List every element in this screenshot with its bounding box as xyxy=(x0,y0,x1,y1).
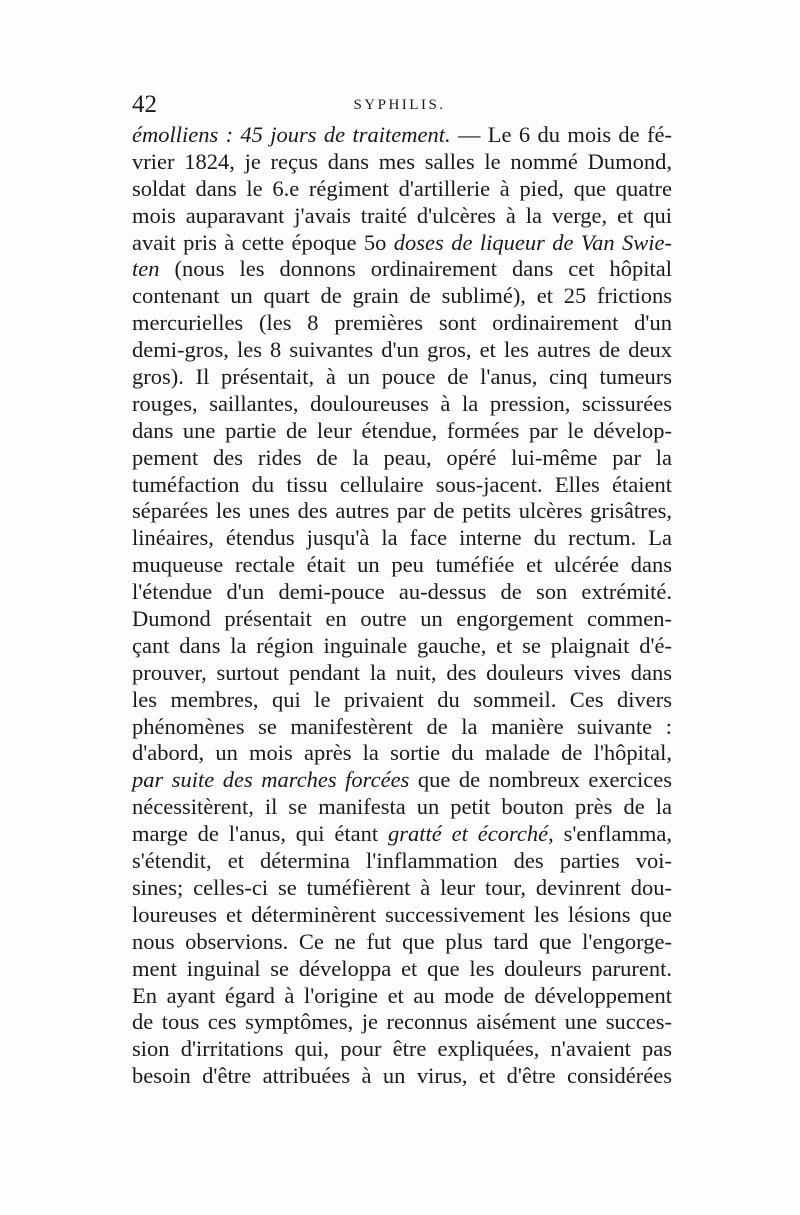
text-line xyxy=(132,149,672,176)
text-line xyxy=(132,1063,672,1090)
italic-text-segment: doses de liqueur de Van Swie- xyxy=(393,229,672,255)
text-segment: sines; celles-ci se tuméfièrent à leur tour, devinrent dou- xyxy=(132,874,672,900)
text-line xyxy=(132,525,672,552)
text-line xyxy=(132,1009,672,1036)
text-segment: linéaires, étendus jusqu'à la face interne du rectum. La xyxy=(132,525,672,551)
text-segment: — Le 6 du mois de fé- xyxy=(450,122,672,147)
text-segment: En ayant égard à l'origine et au mode de développement xyxy=(132,982,672,1008)
text-segment: çant dans la région inguinale gauche, et se plaignait d'é- xyxy=(132,632,672,658)
text-segment: nécessitèrent, il se manifesta un petit bouton près de la xyxy=(132,794,672,820)
text-segment: pement des rides de la peau, opéré lui-même par la xyxy=(132,444,672,470)
running-head xyxy=(132,90,667,120)
text-line xyxy=(132,498,672,525)
text-segment: loureuses et déterminèrent successivement les lésions que xyxy=(132,901,672,927)
text-segment: avait pris à cette époque 5o xyxy=(132,229,394,255)
text-segment: contenant un quart de grain de sublimé), et 25 frictions xyxy=(132,283,672,309)
text-line xyxy=(132,821,672,848)
italic-text-segment: gratté et écorché xyxy=(388,821,549,847)
text-segment: besoin d'être attribuées à un virus, et d'être considérées xyxy=(132,1063,672,1089)
text-line xyxy=(132,391,672,418)
text-line xyxy=(132,445,672,472)
text-line xyxy=(132,740,672,767)
italic-text-segment: par suite des marches forcées xyxy=(132,767,410,793)
text-line xyxy=(132,929,672,956)
text-line xyxy=(132,794,672,821)
text-segment: sion d'irritations qui, pour être expliquées, n'avaient pas xyxy=(132,1036,672,1062)
text-segment: que de nombreux exercices xyxy=(409,767,673,793)
text-line xyxy=(132,633,672,660)
text-segment: mois auparavant j'avais traité d'ulcères à la verge, et qui xyxy=(132,202,672,228)
text-segment: vrier 1824, je reçus dans mes salles le nommé Dumond, xyxy=(132,148,672,174)
text-line xyxy=(132,176,672,203)
text-line xyxy=(132,230,672,257)
text-line xyxy=(132,660,672,687)
text-line xyxy=(132,472,672,499)
text-segment: prouver, surtout pendant la nuit, des douleurs vives dans xyxy=(132,659,672,685)
italic-text-segment: ten xyxy=(132,256,160,282)
text-line xyxy=(132,203,672,230)
text-line xyxy=(132,418,672,445)
text-segment: muqueuse rectale était un peu tuméfiée et ulcérée dans xyxy=(132,552,672,578)
text-segment: phénomènes se manifestèrent de la manière suivante : xyxy=(132,713,672,739)
text-segment: de tous ces symptômes, je reconnus aisément une succes- xyxy=(132,1009,672,1035)
text-segment: ment inguinal se développa et que les douleurs parurent. xyxy=(132,955,672,981)
text-line xyxy=(132,848,672,875)
italic-text-segment: émolliens : 45 jours de traitement. xyxy=(132,122,451,147)
text-line xyxy=(132,579,672,606)
text-segment: soldat dans le 6.e régiment d'artillerie à pied, que quatre xyxy=(132,175,672,201)
text-segment: séparées les unes des autres par de petits ulcères grisâtres, xyxy=(132,498,672,524)
text-line xyxy=(132,983,672,1010)
text-segment: tuméfaction du tissu cellulaire sous-jacent. Elles étaient xyxy=(132,471,672,497)
text-segment: nous observions. Ce ne fut que plus tard que l'engorge- xyxy=(132,928,672,954)
text-line xyxy=(132,256,672,283)
body-text xyxy=(132,122,672,1090)
text-line xyxy=(132,687,672,714)
text-segment: s'étendit, et détermina l'inflammation des parties voi- xyxy=(132,848,672,874)
text-line xyxy=(132,956,672,983)
text-line xyxy=(132,283,672,310)
text-segment: rouges, saillantes, douloureuses à la pression, scissurées xyxy=(132,390,672,416)
text-segment: l'étendue d'un demi-pouce au-dessus de son extrémité. xyxy=(132,579,672,605)
text-segment: marge de l'anus, qui étant xyxy=(132,821,389,847)
text-line xyxy=(132,714,672,741)
running-title: SYPHILIS. xyxy=(353,97,446,113)
text-line xyxy=(132,767,672,794)
text-segment: d'abord, un mois après la sortie du malade de l'hôpital, xyxy=(132,740,672,766)
text-segment: gros). Il présentait, à un pouce de l'anus, cinq tumeurs xyxy=(132,364,672,390)
page-number: 42 xyxy=(132,91,157,118)
text-segment: Dumond présentait en outre un engorgement commen- xyxy=(132,606,672,632)
text-segment: (nous les donnons ordinairement dans cet hôpital xyxy=(159,256,672,282)
text-segment: , s'enflamma, xyxy=(548,821,672,847)
text-line xyxy=(132,122,672,149)
text-line xyxy=(132,902,672,929)
text-line xyxy=(132,606,672,633)
text-line xyxy=(132,1036,672,1063)
text-line xyxy=(132,875,672,902)
text-line xyxy=(132,337,672,364)
text-segment: les membres, qui le privaient du sommeil. Ces divers xyxy=(132,686,672,712)
text-line xyxy=(132,364,672,391)
text-segment: demi-gros, les 8 suivantes d'un gros, et les autres de deux xyxy=(132,337,672,363)
text-segment: dans une partie de leur étendue, formées par le dévelop- xyxy=(132,417,672,443)
text-segment: mercurielles (les 8 premières sont ordinairement d'un xyxy=(132,310,672,336)
text-line xyxy=(132,552,672,579)
text-line xyxy=(132,310,672,337)
